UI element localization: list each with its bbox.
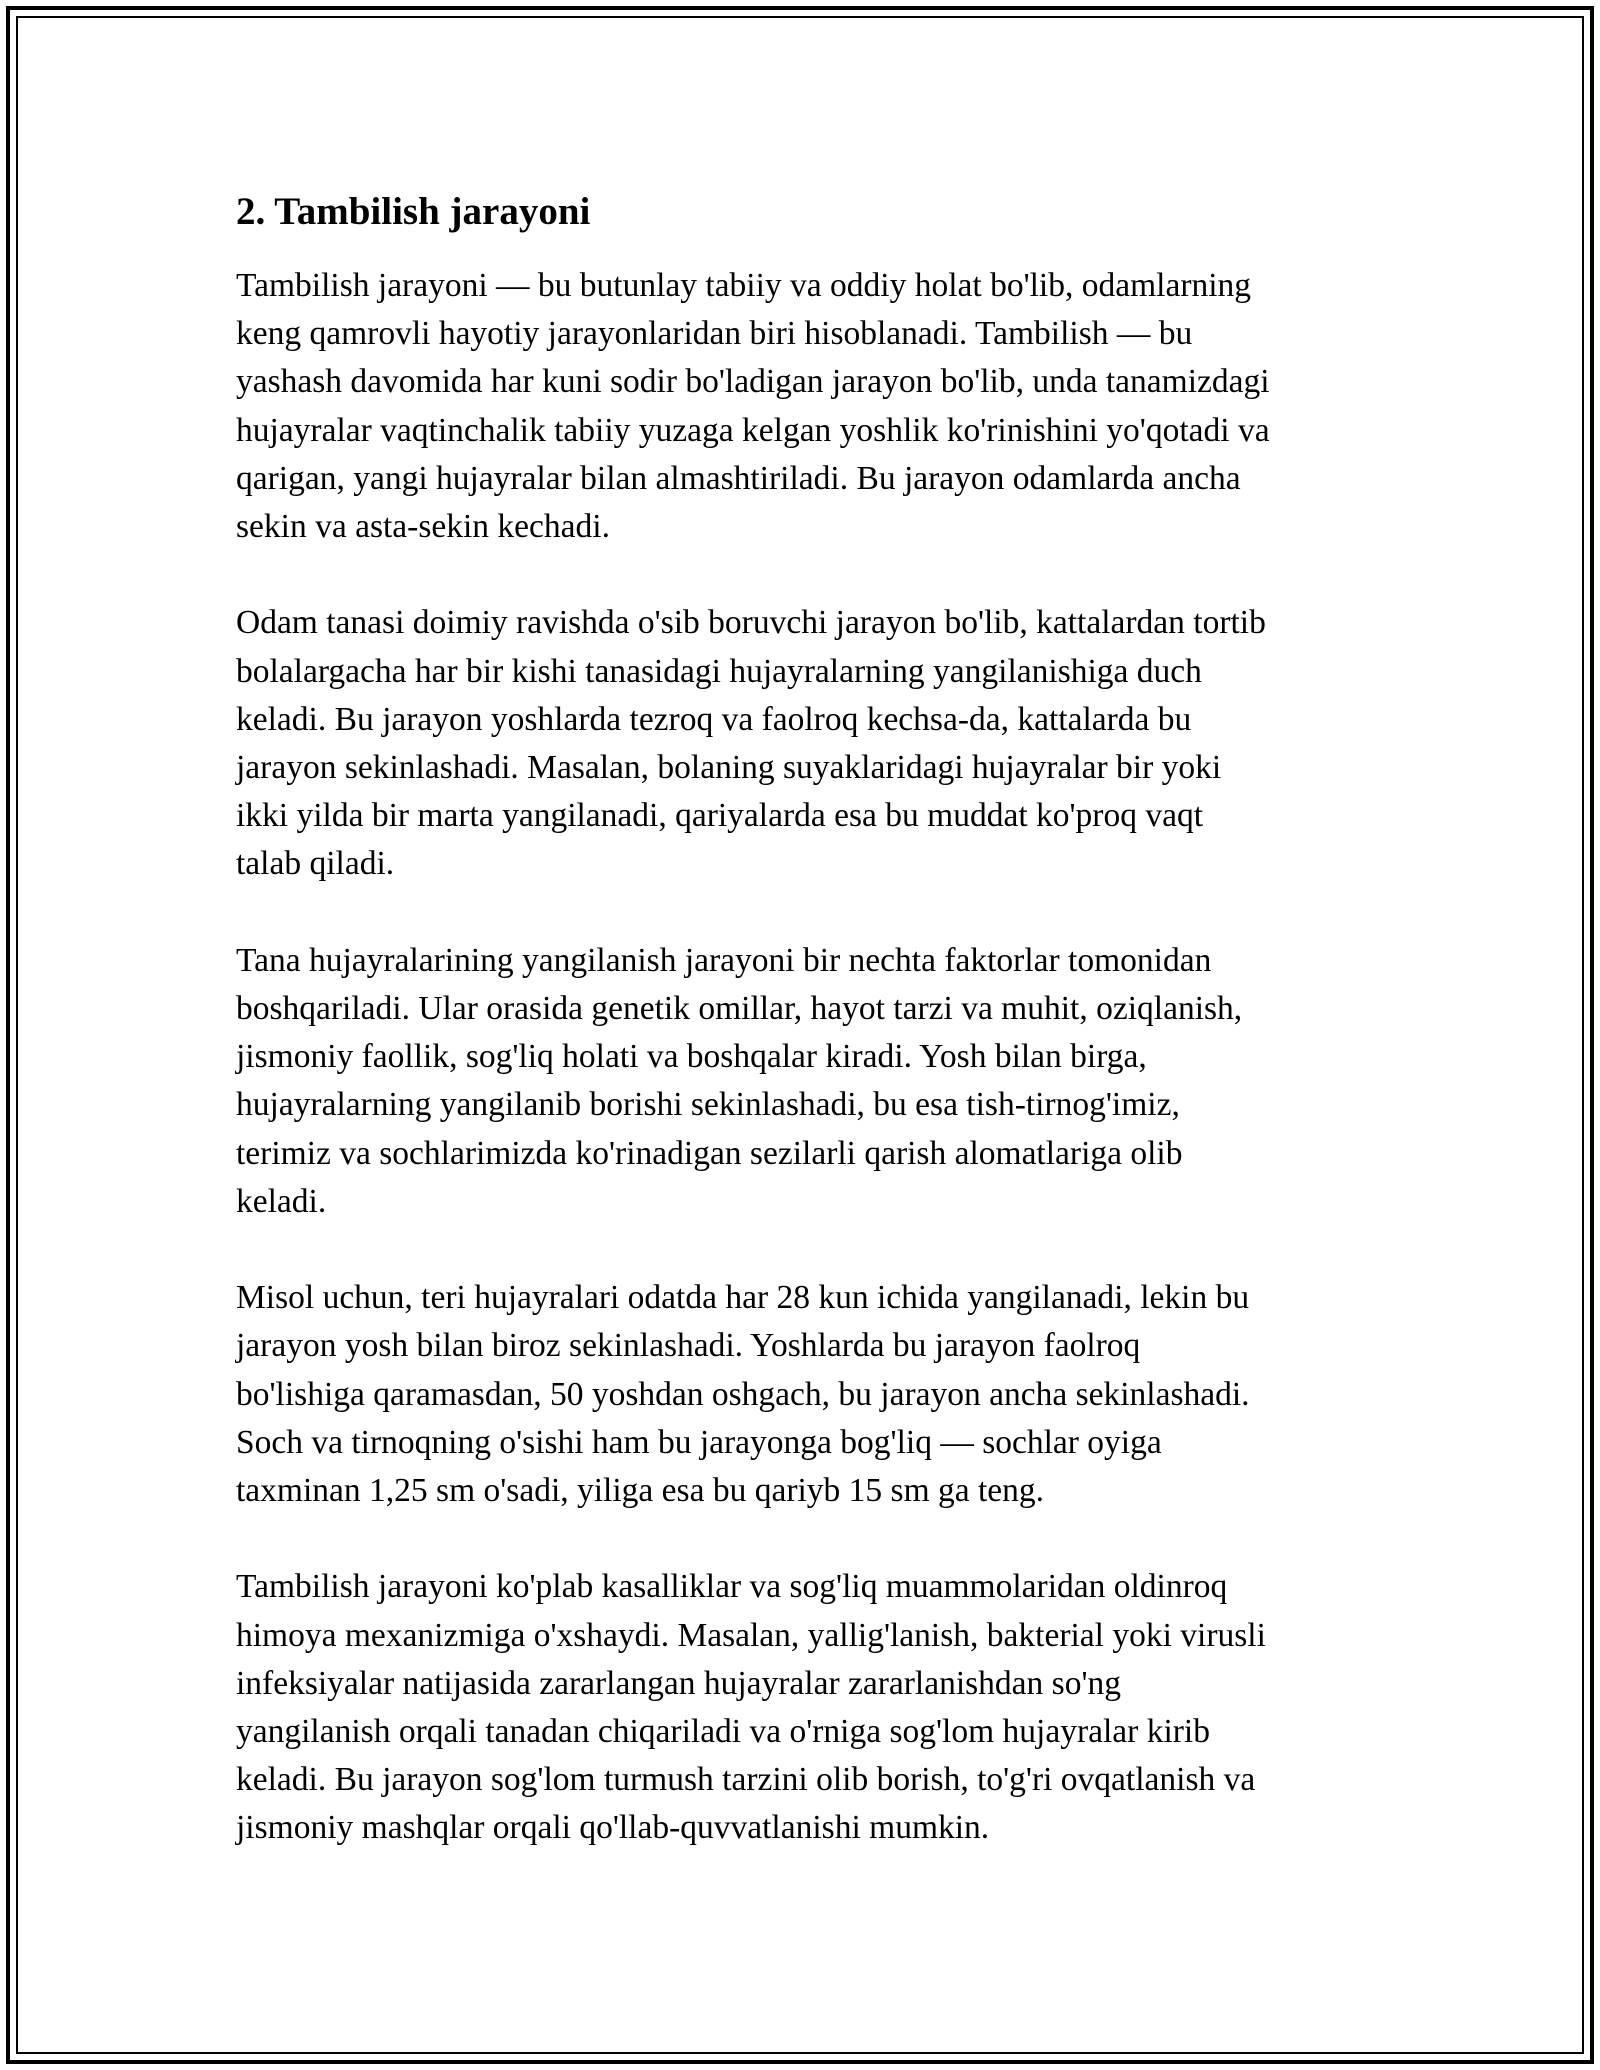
paragraph-2: Odam tanasi doimiy ravishda o'sib boruvchi jarayon bo'lib, kattalardan tortib bolalargacha har bir kishi tanasidagi hujayralarning yangilanishiga duch keladi. Bu jarayon yoshlarda tezroq va faolroq kechsa-da, kattalarda bu jarayon sekinlashadi. Masalan, bolaning suyaklaridagi hujayralar bir yoki ikki yilda bir marta yangilanadi, qariyalarda esa bu muddat ko'proq vaqt talab qiladi. [236, 604, 1266, 883]
document-body [236, 184, 1386, 1853]
paragraph-3: Tana hujayralarining yangilanish jarayoni bir nechta faktorlar tomonidan boshqariladi. Ular orasida genetik omillar, hayot tarzi va muhit, oziqlanish, jismoniy faollik, sog'liq holati va boshqalar kiradi. Yosh bilan birga, hujayralarning yangilanib borishi sekinlashadi, bu esa tish-tirnog'imiz, terimiz va sochlarimizda ko'rinadigan sezilarli qarish alomatlariga olib keladi. [236, 941, 1243, 1220]
paragraph-1: Tambilish jarayoni — bu butunlay tabiiy va oddiy holat bo'lib, odamlarning keng qamrovli hayotiy jarayonlaridan biri hisoblanadi. Tambilish — bu yashash davomida har kuni sodir bo'ladigan jarayon bo'lib, unda tanamizdagi hujayralar vaqtinchalik tabiiy yuzaga kelgan yoshlik ko'rinishini yo'qotadi va qarigan, yangi hujayralar bilan almashtiriladi. Bu jarayon odamlarda ancha sekin va asta-sekin kechadi. [236, 267, 1270, 546]
paragraph-5: Tambilish jarayoni ko'plab kasalliklar va sog'liq muammolaridan oldinroq himoya mexanizmiga o'xshaydi. Masalan, yallig'lanish, bakterial yoki virusli infeksiyalar natijasida zararlangan hujayralar zararlanishdan so'ng yangilanish orqali tanadan chiqariladi va o'rniga sog'lom hujayralar kirib keladi. Bu jarayon sog'lom turmush tarzini olib borish, to'g'ri ovqatlanish va jismoniy mashqlar orqali qo'llab-quvvatlanishi mumkin. [236, 1568, 1266, 1847]
section-heading: 2. Tambilish jarayoni [236, 190, 591, 233]
paragraph-4: Misol uchun, teri hujayralari odatda har 28 kun ichida yangilanadi, lekin bu jarayon yosh bilan biroz sekinlashadi. Yoshlarda bu jarayon faolroq bo'lishiga qaramasdan, 50 yoshdan oshgach, bu jarayon ancha sekinlashadi. Soch va tirnoqning o'sishi ham bu jarayonga bog'liq — sochlar oyiga taxminan 1,25 sm o'sadi, yiliga esa bu qariyb 15 sm ga teng. [236, 1279, 1250, 1510]
